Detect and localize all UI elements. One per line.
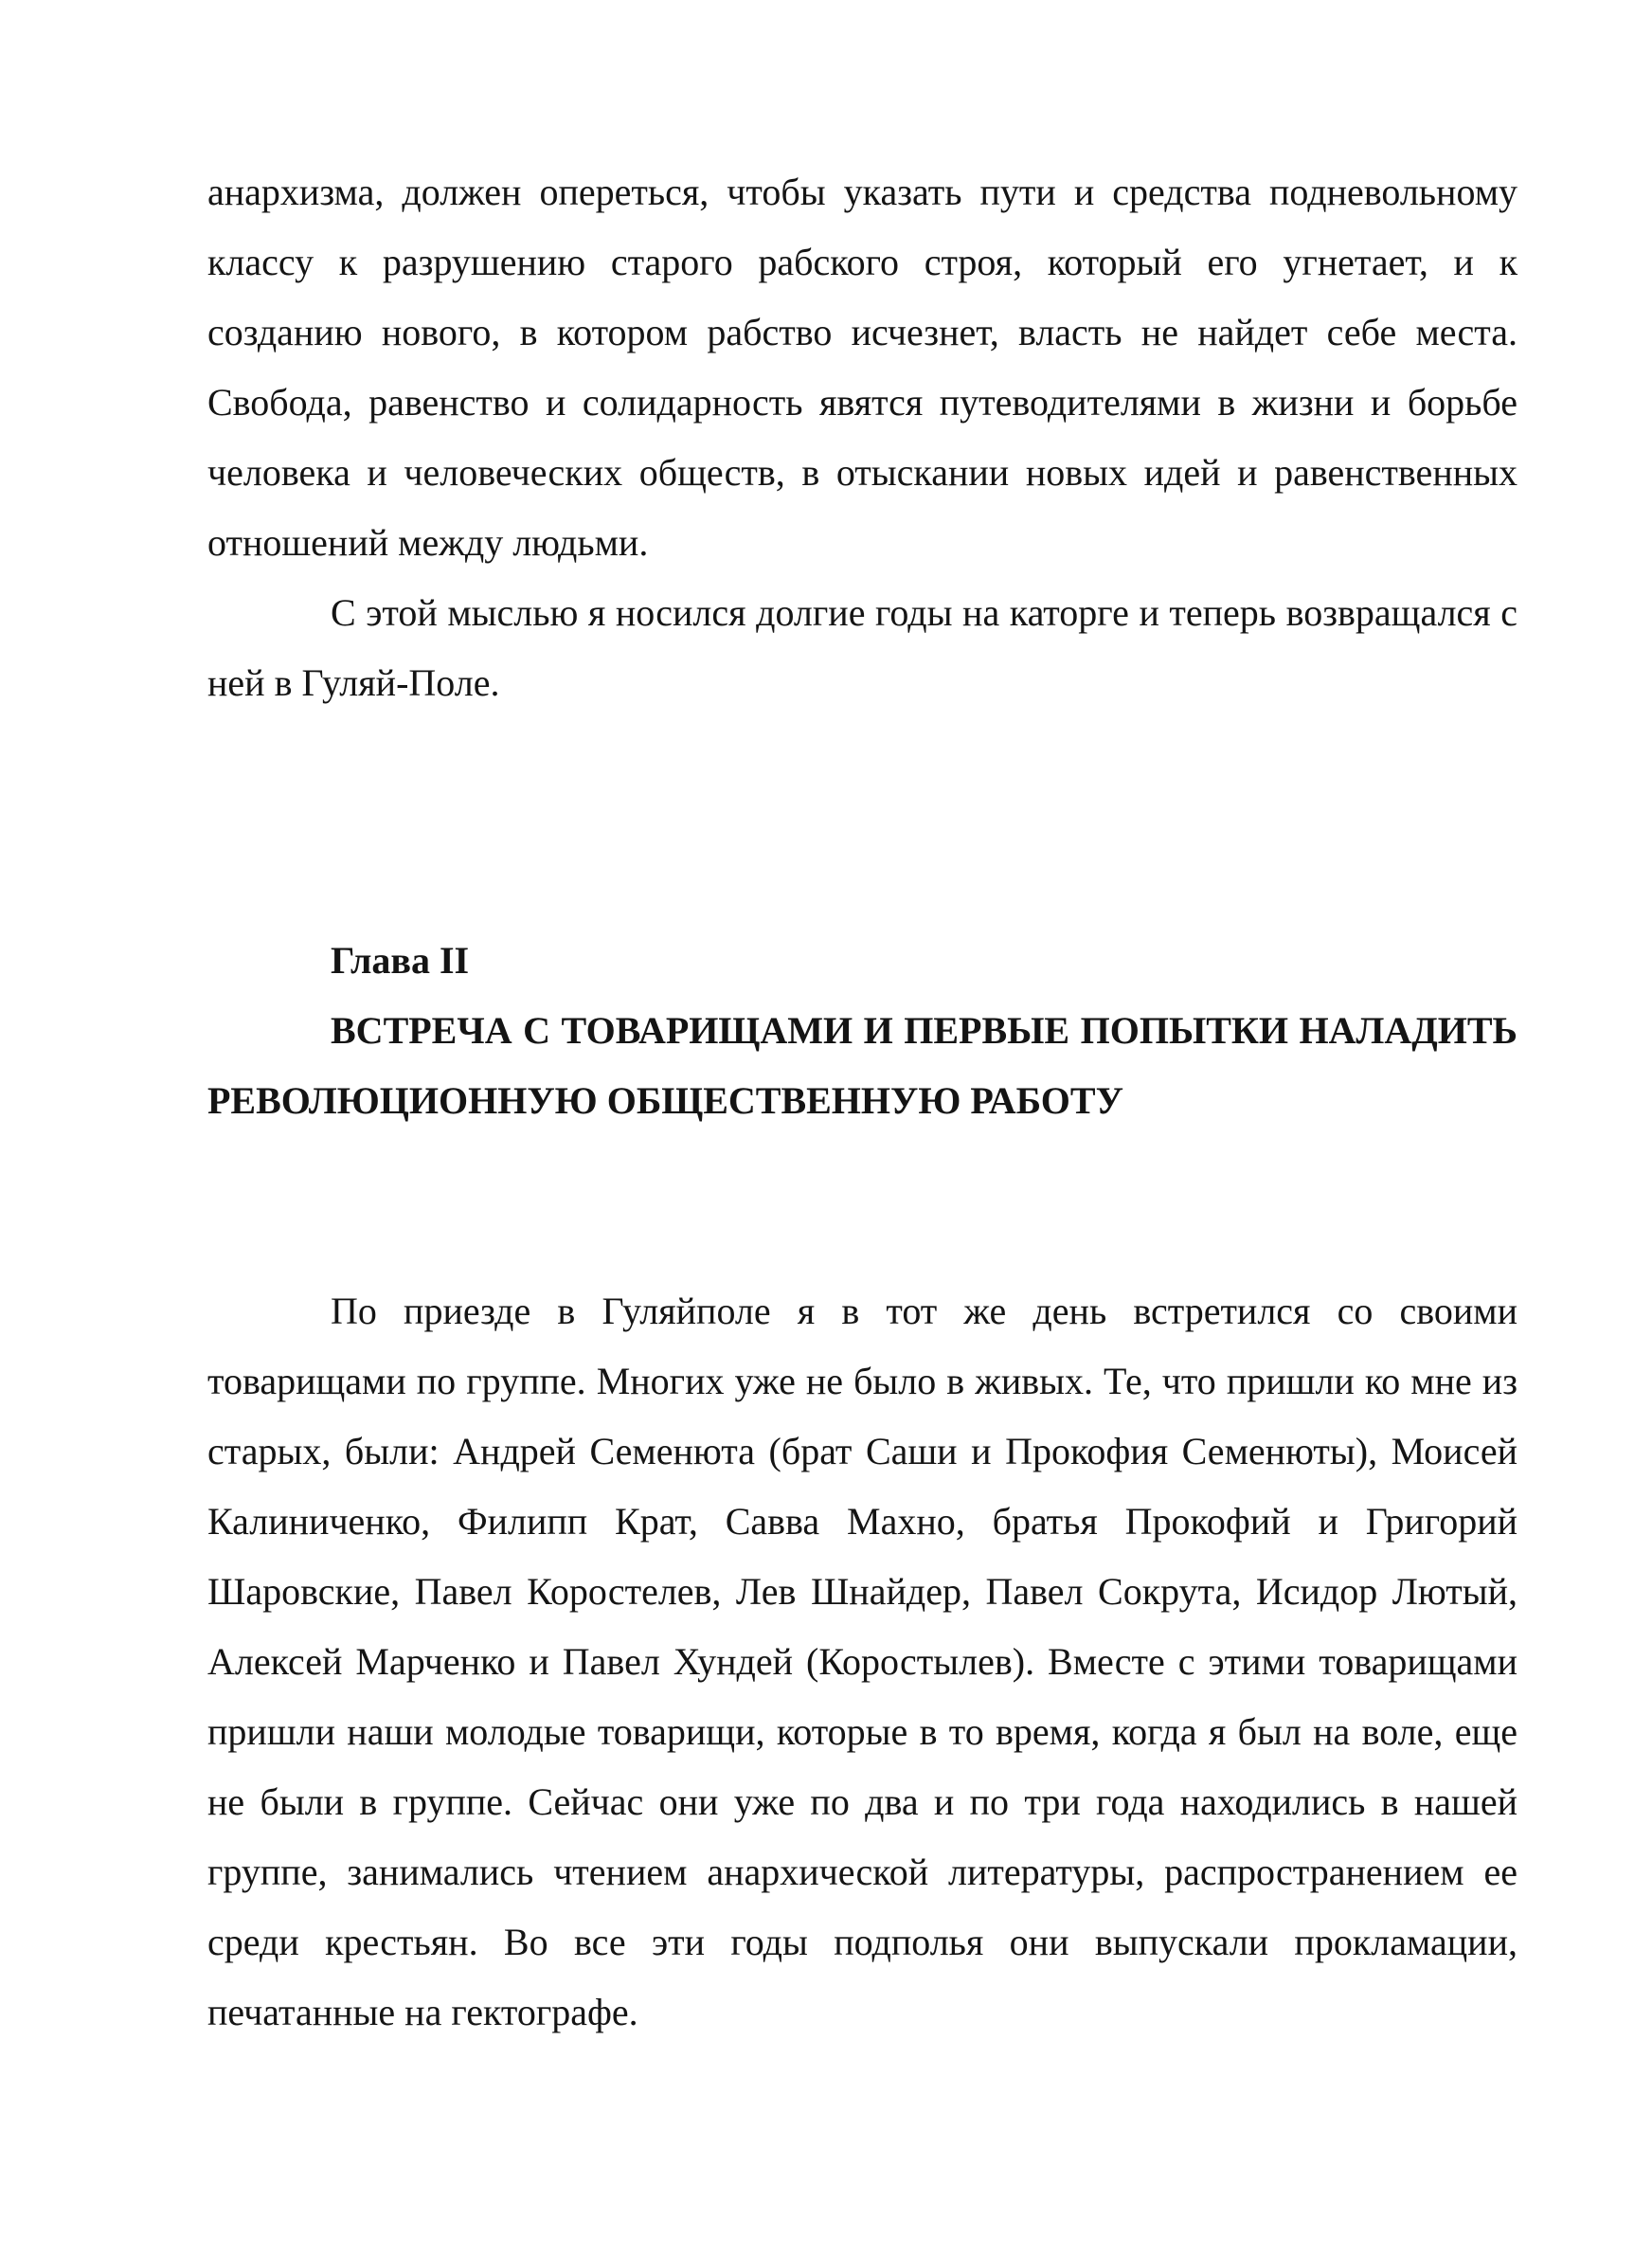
previous-section-text <box>207 157 1517 718</box>
chapter-heading <box>207 926 1517 1136</box>
paragraph-anarchism-continuation: анархизма, должен опереться, чтобы указать пути и средства подневольному классу к разрушению старого рабского строя, который его угнетает, и к созданию нового, в котором рабство исчезнет, власть не найдет себе места. Свобода, равенство и солидарность явятся путеводителями в жизни и борьбе человека и человеческих обществ, в отыскании новых идей и равенственных отношений между людьми. <box>207 171 1517 564</box>
chapter-body-text <box>207 1276 1517 2048</box>
chapter-label: Глава II <box>331 939 470 982</box>
chapter-title: ВСТРЕЧА С ТОВАРИЩАМИ И ПЕРВЫЕ ПОПЫТКИ НАЛАДИТЬ РЕВОЛЮЦИОННУЮ ОБЩЕСТВЕННУЮ РАБОТУ <box>207 1009 1517 1122</box>
paragraph-katorga-thought: С этой мыслью я носился долгие годы на каторге и теперь возвращался с ней в Гуляй-Поле. <box>207 591 1517 704</box>
paragraph-meeting-comrades: По приезде в Гуляйполе я в тот же день встретился со своими товарищами по группе. Многих уже не было в живых. Те, что пришли ко мне из старых, были: Андрей Семенюта (брат Саши и Прокофия Семенюты), Моисей Калиниченко, Филипп Крат, Савва Махно, братья Прокофий и Григорий Шаровские, Павел Коростелев, Лев Шнайдер, Павел Сокрута, Исидор Лютый, Алексей Марченко и Павел Хундей (Коростылев). Вместе с этими товарищами пришли наши молодые товарищи, которые в то время, когда я был на воле, еще не были в группе. Сейчас они уже по два и по три года находились в нашей группе, занимались чтением анархической литературы, распространением ее среди крестьян. Во все эти годы подполья они выпускали прокламации, печатанные на гектографе. <box>207 1290 1517 2033</box>
